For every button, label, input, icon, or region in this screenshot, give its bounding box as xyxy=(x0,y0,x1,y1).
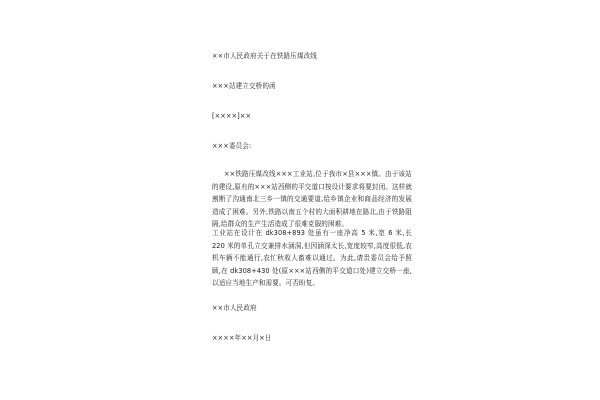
document-title-line-1: ××市人民政府关于在铁路压煤改线 xyxy=(212,52,317,60)
body-paragraph-1: ××铁路压煤改线×××工业站,位于我市×县×××镇。由于该站的建设,原有的×××站西侧的平交道口按设计要求将要封闭。这样就割断了沟通南北三乡一镇的交通要道,给乡镇企业和商品经济的发展造成了困难。另外,铁路以南五个村的大面积耕地在路北,由于铁路阻隔,给群众的生产生活造成了很难克服的困难。 xyxy=(212,170,412,228)
signature-date: ××××年××月×日 xyxy=(212,334,272,342)
body-paragraph-2: 工业站在设计在 dk308+893 处虽有一座净高 5 米,宽 6 米,长 220 米的单孔立交兼排水涵洞,但因涵深太长,宽度较窄,高度很低,农机车辆不能通行,农忙秋收人畜难以通过。为此,请贵委员会给予照顾,在 dk308+430 处(原×××站西侧的平交道口处)建立交桥一座,以适应当地生产和需要。可否盼复。 xyxy=(212,229,412,287)
document-number: [××××]×× xyxy=(212,112,252,120)
signature-issuer: ××市人民政府 xyxy=(212,304,257,312)
document-title-line-2: ×××站建立交桥的函 xyxy=(212,82,276,90)
recipient-salutation: ×××委员会: xyxy=(212,142,252,150)
